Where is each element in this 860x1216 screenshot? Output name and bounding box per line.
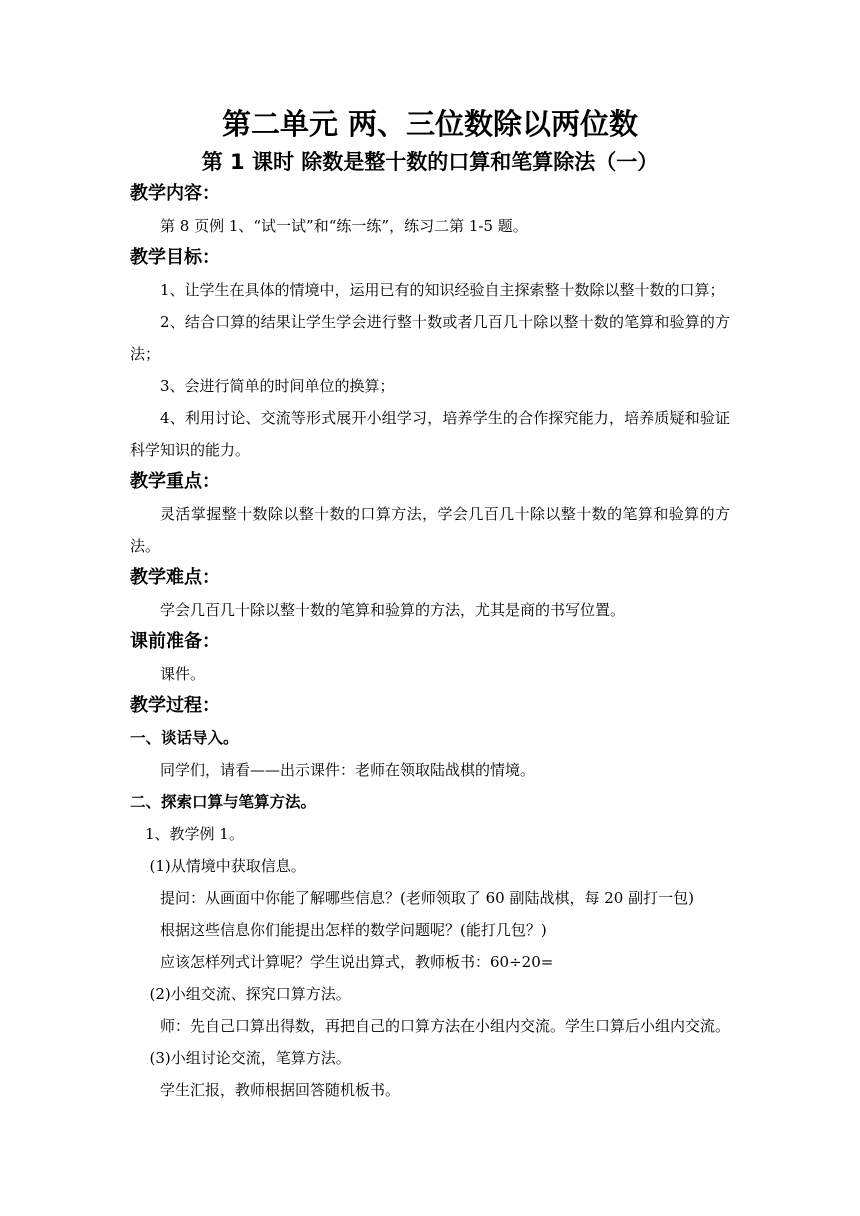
sub-step-1-formula: 应该怎样列式计算呢？学生说出算式，教师板书：60÷20= [160, 953, 554, 971]
section-1-heading: 一、谈话导入。 [130, 729, 239, 747]
section-2-heading: 二、探索口算与笔算方法。 [130, 793, 317, 811]
sub-step-2-text: 师：先自己口算出得数，再把自己的口算方法在小组内交流。学生口算后小组内交流。 [160, 1017, 731, 1035]
goal-item: 4、利用讨论、交流等形式展开小组学习，培养学生的合作探究能力，培养质疑和验证科学知识的能力。 [130, 409, 730, 459]
unit-title: 第二单元 两、三位数除以两位数 [221, 107, 639, 141]
content-text: 第 8 页例 1、“试一试”和“练一练”，练习二第 1-5 题。 [160, 217, 528, 235]
key-points-text: 灵活掌握整十数除以整十数的口算方法，学会几百几十除以整十数的笔算和验算的方法。 [130, 505, 730, 555]
goal-item: 2、结合口算的结果让学生学会进行整十数或者几百几十除以整十数的笔算和验算的方法； [130, 313, 730, 363]
goals-heading: 教学目标： [130, 247, 220, 268]
sub-step-1-heading: (1)从情境中获取信息。 [149, 857, 306, 875]
preparation-heading: 课前准备： [130, 631, 220, 652]
sub-step-2-heading: (2)小组交流、探究口算方法。 [149, 985, 351, 1003]
key-points-heading: 教学重点： [130, 471, 220, 492]
sub-step-1-followup: 根据这些信息你们能提出怎样的数学问题呢？(能打几包？) [160, 921, 547, 939]
goal-item: 3、会进行简单的时间单位的换算； [160, 377, 395, 395]
section-1-text: 同学们，请看——出示课件：老师在领取陆战棋的情境。 [160, 761, 536, 779]
process-heading: 教学过程： [130, 695, 220, 716]
sub-step-3-heading: (3)小组讨论交流，笔算方法。 [149, 1049, 351, 1067]
lesson-subtitle: 第 1 课时 除数是整十数的口算和笔算除法（一） [201, 150, 659, 174]
difficulty-heading: 教学难点： [130, 567, 220, 588]
sub-step-1-question: 提问：从画面中你能了解哪些信息？(老师领取了 60 副陆战棋，每 20 副打一包) [160, 889, 694, 907]
content-heading: 教学内容： [130, 183, 220, 204]
document-page [130, 102, 730, 1106]
goal-item: 1、让学生在具体的情境中，运用已有的知识经验自主探索整十数除以整十数的口算； [160, 281, 725, 299]
difficulty-text: 学会几百几十除以整十数的笔算和验算的方法，尤其是商的书写位置。 [160, 601, 626, 619]
section-2-step: 1、教学例 1。 [145, 825, 244, 843]
preparation-text: 课件。 [160, 665, 206, 683]
sub-step-3-text: 学生汇报，教师根据回答随机板书。 [160, 1081, 401, 1099]
